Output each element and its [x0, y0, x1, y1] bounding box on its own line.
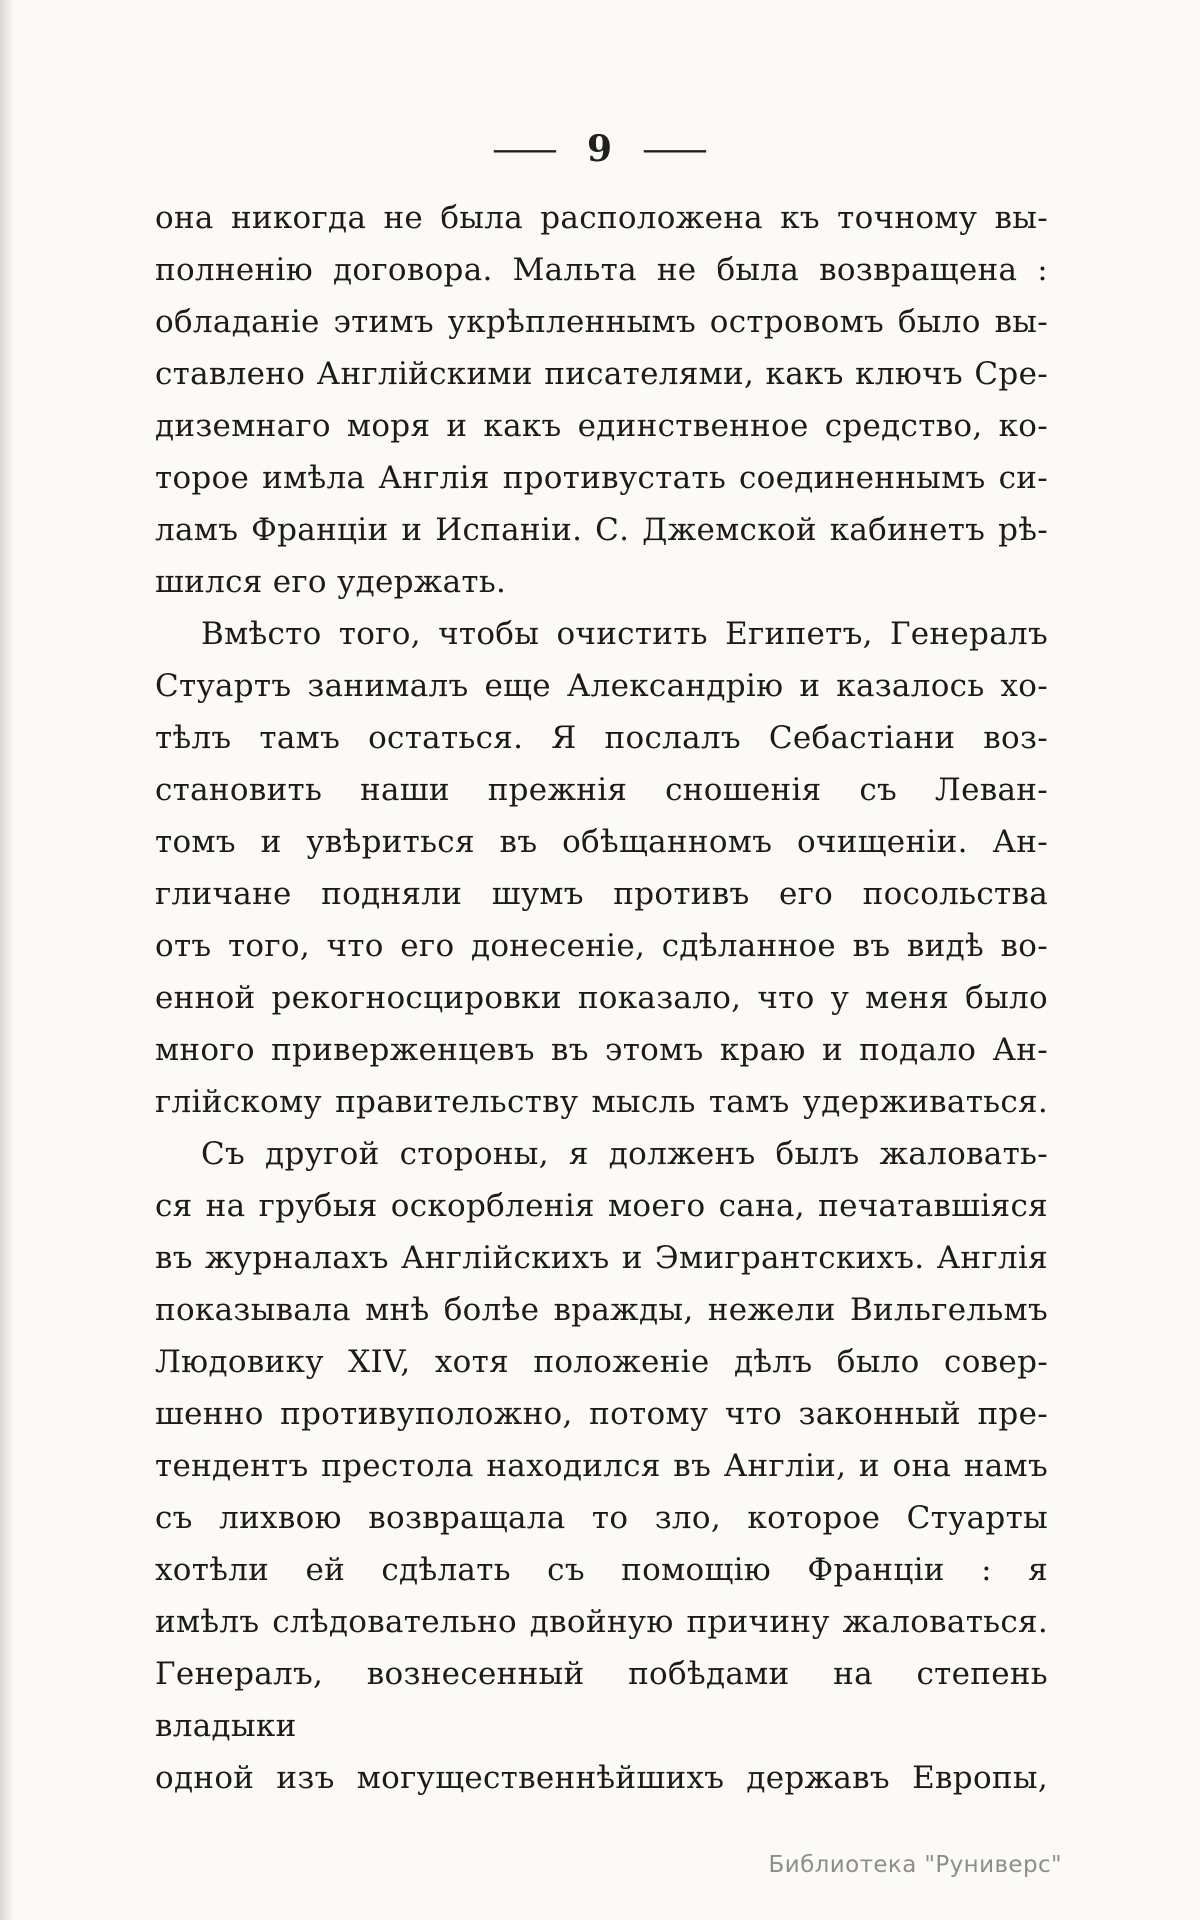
text-line: въ журналахъ Англійскихъ и Эмигрантскихъ. Англія — [155, 1240, 1048, 1276]
text-line: глійскому правительству мысль тамъ удерживаться. — [155, 1084, 1048, 1120]
text-block — [155, 192, 1048, 1804]
paragraph-3 — [155, 1128, 1048, 1804]
text-line: съ лихвою возвращала то зло, которое Стуарты — [155, 1500, 1048, 1536]
text-line: хотѣли ей сдѣлать съ помощію Франціи : я — [155, 1552, 1048, 1588]
text-line: она никогда не была расположена къ точному вы- — [155, 200, 1048, 236]
text-line: томъ и увѣриться въ обѣщанномъ очищеніи. Ан- — [155, 824, 1048, 860]
text-line: ставлено Англійскими писателями, какъ ключъ Сре- — [155, 356, 1048, 392]
text-line: гличане подняли шумъ противъ его посольства — [155, 876, 1048, 912]
paragraph-2 — [155, 608, 1048, 1128]
text-line: отъ того, что его донесеніе, сдѣланное въ видѣ во- — [155, 928, 1048, 964]
text-line: полненію договора. Мальта не была возвращена : — [155, 252, 1048, 288]
page-header — [0, 128, 1200, 170]
text-line: шился его удержать. — [155, 564, 507, 600]
text-line: тендентъ престола находился въ Англіи, и она намъ — [155, 1448, 1048, 1484]
paragraph-1 — [155, 192, 1048, 608]
text-line: ся на грубыя оскорбленія моего сана, печатавшіяся — [155, 1188, 1048, 1224]
text-line: обладаніе этимъ укрѣпленнымъ островомъ было вы- — [155, 304, 1048, 340]
text-line: одной изъ могущественнѣйшихъ державъ Европы, — [155, 1760, 1048, 1796]
text-line: тѣлъ тамъ остаться. Я послалъ Себастіани воз- — [155, 720, 1048, 756]
text-line: имѣлъ слѣдовательно двойную причину жаловаться. — [155, 1604, 1048, 1640]
page-number: 9 — [586, 128, 614, 170]
text-line: Съ другой стороны, я долженъ былъ жаловать- — [201, 1136, 1048, 1172]
scan-edge-shadow — [0, 0, 14, 1920]
text-line: много приверженцевъ въ этомъ краю и подало Ан- — [155, 1032, 1048, 1068]
text-line: торое имѣла Англія противустать соединеннымъ си- — [155, 460, 1048, 496]
header-dash-right: — — [640, 128, 710, 170]
text-line: Генералъ, вознесенный побѣдами на степень владыки — [155, 1656, 1048, 1744]
library-watermark: Библиотека "Руниверс" — [768, 1852, 1062, 1878]
text-line: диземнаго моря и какъ единственное средство, ко- — [155, 408, 1048, 444]
text-line: Стуартъ занималъ еще Александрію и казалось хо- — [155, 668, 1048, 704]
text-line: ламъ Франціи и Испаніи. С. Джемской кабинетъ рѣ- — [155, 512, 1048, 548]
text-line: шенно противуположно, потому что законный пре- — [155, 1396, 1048, 1432]
text-line: енной рекогносцировки показало, что у меня было — [155, 980, 1048, 1016]
header-dash-left: — — [490, 128, 560, 170]
text-line: Людовику XIV, хотя положеніе дѣлъ было совер- — [155, 1344, 1048, 1380]
text-line: показывала мнѣ болѣе вражды, нежели Вильгельмъ — [155, 1292, 1048, 1328]
text-line: становить наши прежнія сношенія съ Леван- — [155, 772, 1048, 808]
text-line: Вмѣсто того, чтобы очистить Египетъ, Генералъ — [201, 616, 1048, 652]
